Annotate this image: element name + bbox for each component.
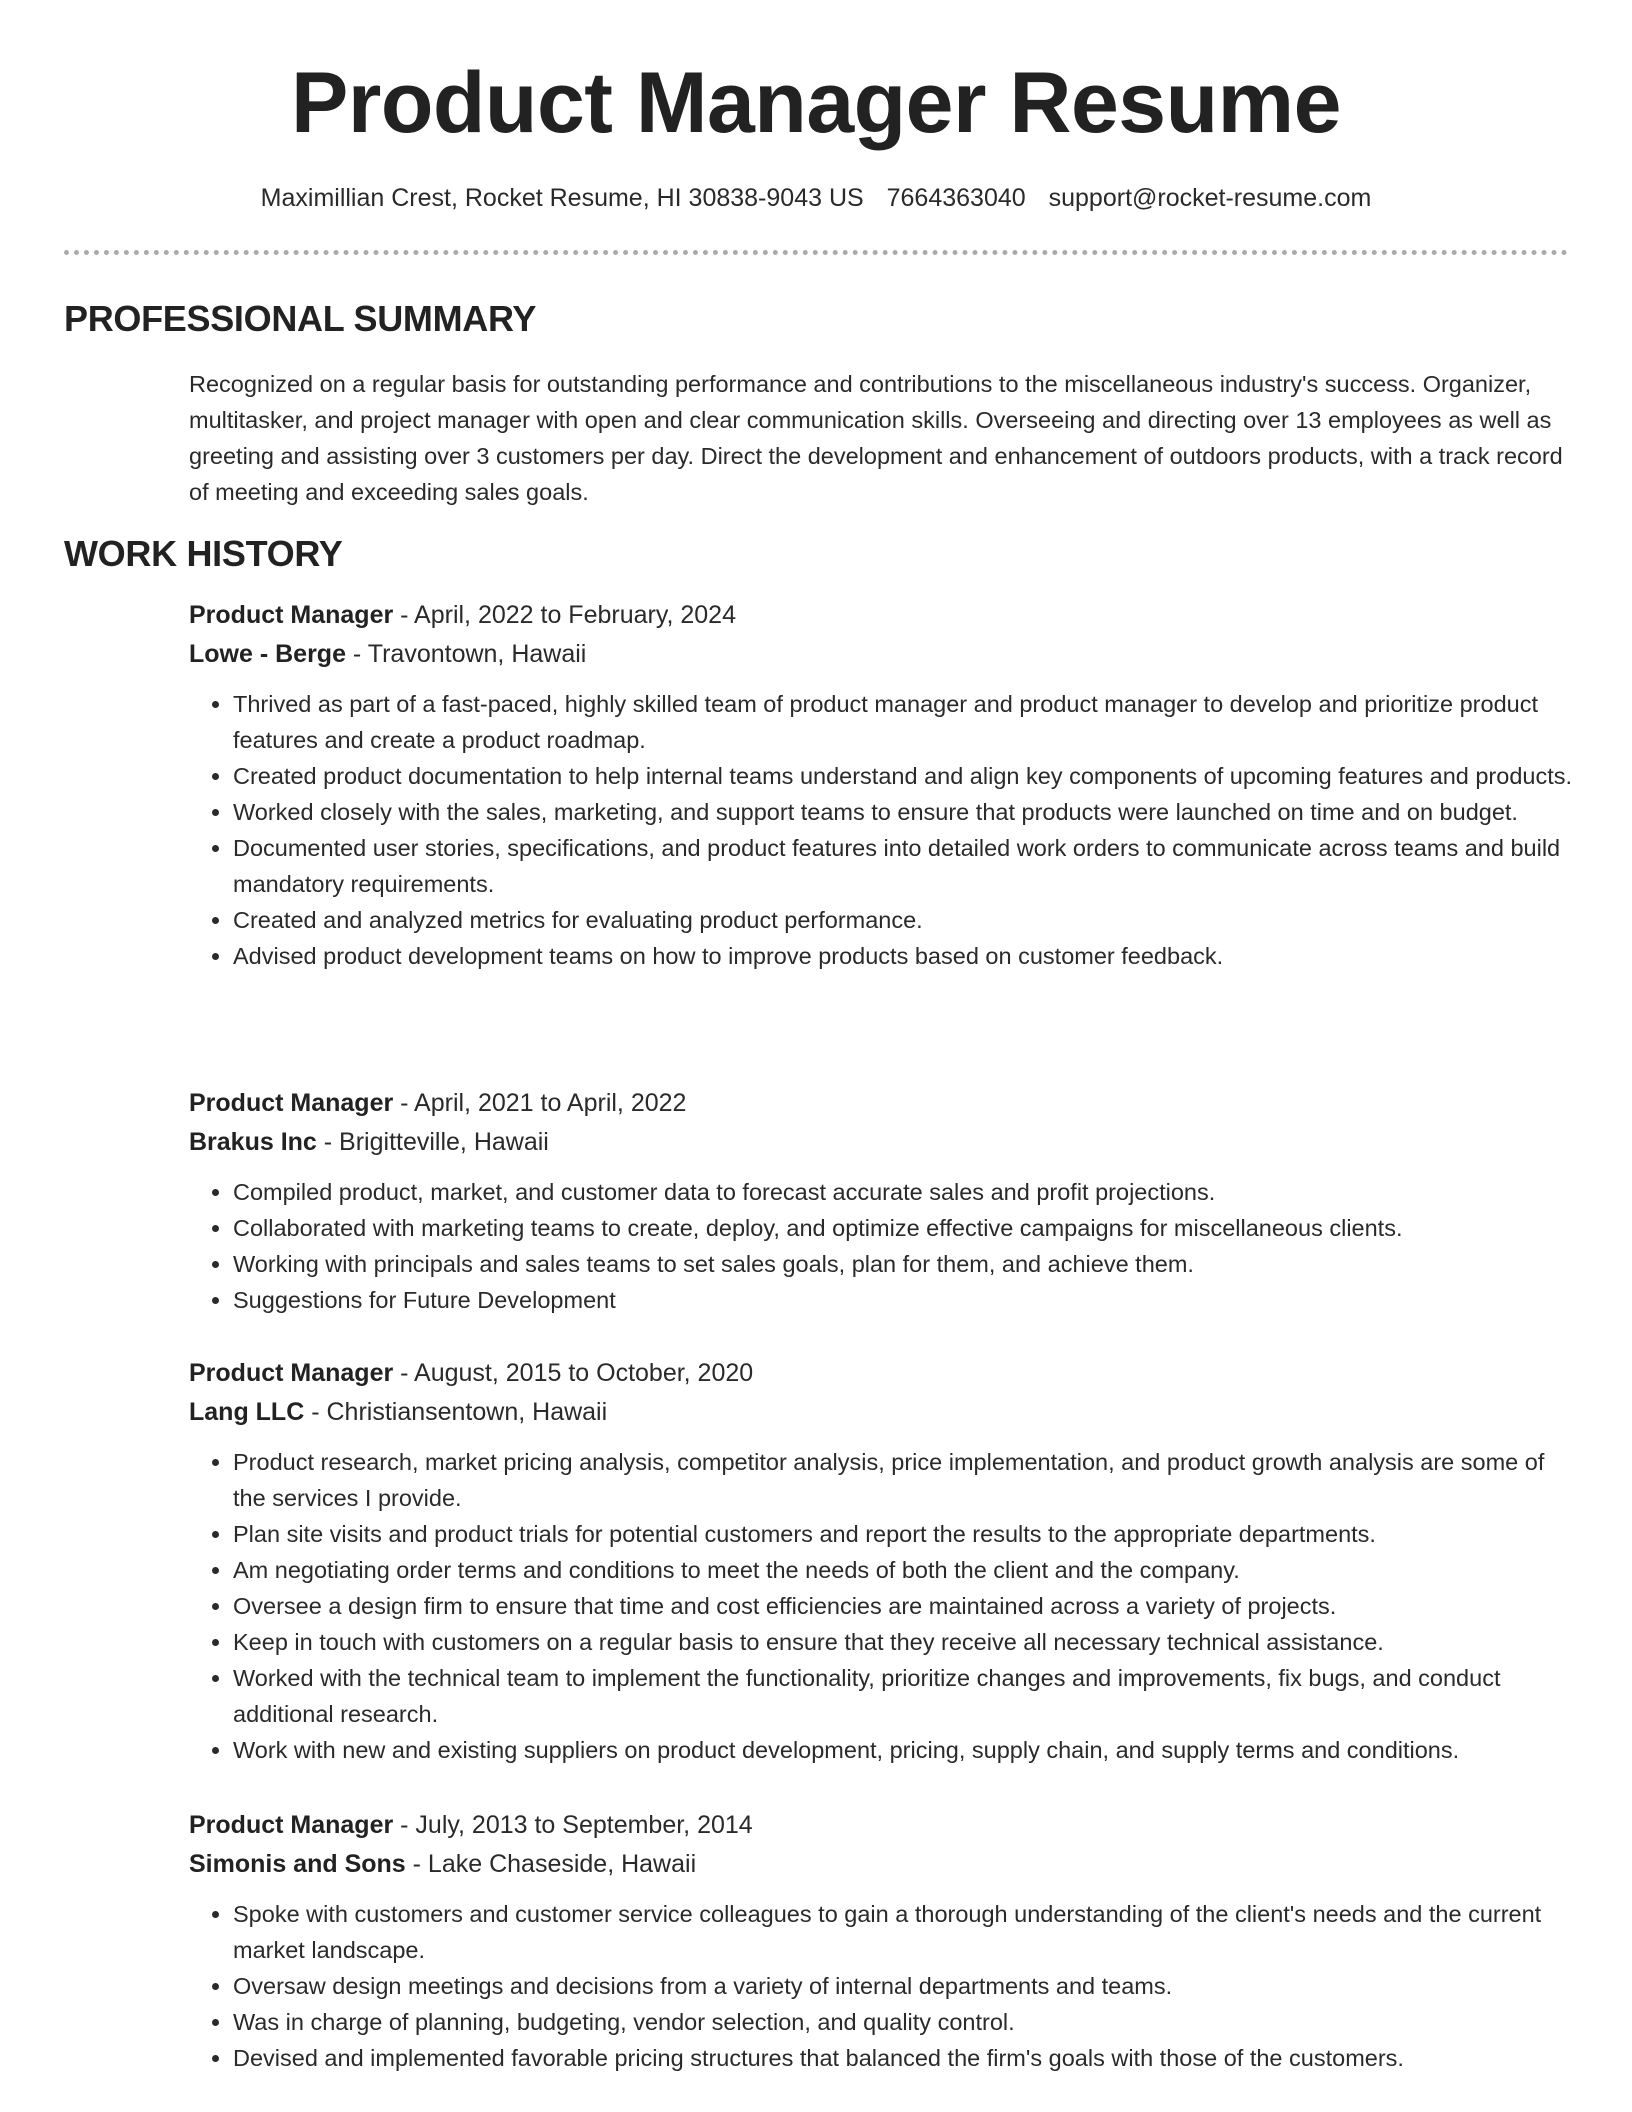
job-bullet: • Worked with the technical team to implement the functionality, prioritize changes and improvements, fix bugs, and conduct additional research.: [233, 1660, 1579, 1732]
contact-phone: 7664363040: [886, 184, 1026, 212]
job-title: Product Manager: [189, 601, 394, 629]
job-company-line: [189, 1123, 1579, 1162]
job-title: Product Manager: [189, 1811, 394, 1839]
job-bullets: [189, 686, 1579, 974]
job-entry: [189, 1354, 1579, 1768]
job-company: Lowe - Berge: [189, 640, 346, 668]
job-bullet: • Devised and implemented favorable pricing structures that balanced the firm's goals with those of the customers.: [233, 2040, 1579, 2076]
job-bullet: • Working with principals and sales teams to set sales goals, plan for them, and achieve them.: [233, 1246, 1579, 1282]
job-title-line: [189, 596, 1579, 635]
job-entry: [189, 1806, 1579, 2076]
job-bullet: • Spoke with customers and customer service colleagues to gain a thorough understanding of the client's needs and the current market landscape.: [233, 1896, 1579, 1968]
job-title: Product Manager: [189, 1089, 394, 1117]
job-company: Brakus Inc: [189, 1128, 317, 1156]
contact-address: Maximillian Crest, Rocket Resume, HI 30838-9043 US: [260, 184, 864, 212]
job-bullet: • Worked closely with the sales, marketing, and support teams to ensure that products were launched on time and on budget.: [233, 794, 1579, 830]
contact-line: [0, 180, 1632, 216]
job-bullet: • Was in charge of planning, budgeting, vendor selection, and quality control.: [233, 2004, 1579, 2040]
job-title-line: [189, 1084, 1579, 1123]
job-bullet: • Compiled product, market, and customer data to forecast accurate sales and profit projections.: [233, 1174, 1579, 1210]
job-dates: - August, 2015 to October, 2020: [393, 1359, 754, 1387]
job-bullets: [189, 1896, 1579, 2076]
summary-heading: PROFESSIONAL SUMMARY: [64, 298, 537, 339]
job-company-line: [189, 635, 1579, 674]
job-entry: [189, 596, 1579, 974]
job-location: - Christiansentown, Hawaii: [304, 1398, 608, 1426]
job-company: Simonis and Sons: [189, 1850, 406, 1878]
job-dates: - April, 2022 to February, 2024: [393, 601, 736, 629]
job-company: Lang LLC: [189, 1398, 305, 1426]
job-company-line: [189, 1845, 1579, 1884]
job-bullet: • Work with new and existing suppliers on product development, pricing, supply chain, and supply terms and conditions.: [233, 1732, 1579, 1768]
page-title: Product Manager Resume: [291, 55, 1341, 151]
job-location: - Lake Chaseside, Hawaii: [405, 1850, 697, 1878]
job-bullet: • Created product documentation to help internal teams understand and align key components of upcoming features and products.: [233, 758, 1579, 794]
summary-text: Recognized on a regular basis for outstanding performance and contributions to the miscellaneous industry's success. Organizer, multitasker, and project manager with open and clear communication skills. Overseeing and directing over 13 employees as well as greeting and assisting over 3 customers per day. Direct the development and enhancement of outdoors products, with a track record of meeting and exceeding sales goals.: [189, 371, 1563, 505]
job-bullet: • Advised product development teams on how to improve products based on customer feedback.: [233, 938, 1579, 974]
job-bullets: [189, 1444, 1579, 1768]
job-bullets: [189, 1174, 1579, 1318]
job-bullet: • Documented user stories, specifications, and product features into detailed work orders to communicate across teams and build mandatory requirements.: [233, 830, 1579, 902]
header-divider: [64, 250, 1568, 255]
job-dates: - July, 2013 to September, 2014: [393, 1811, 753, 1839]
job-company-line: [189, 1393, 1579, 1432]
job-bullet: • Created and analyzed metrics for evaluating product performance.: [233, 902, 1579, 938]
job-bullet: • Product research, market pricing analysis, competitor analysis, price implementation, and product growth analysis are some of the services I provide.: [233, 1444, 1579, 1516]
work-history-heading: WORK HISTORY: [64, 533, 343, 574]
job-bullet: • Collaborated with marketing teams to create, deploy, and optimize effective campaigns for miscellaneous clients.: [233, 1210, 1579, 1246]
job-bullet: • Thrived as part of a fast-paced, highly skilled team of product manager and product manager to develop and prioritize product features and create a product roadmap.: [233, 686, 1579, 758]
job-entry: [189, 1084, 1579, 1318]
job-title: Product Manager: [189, 1359, 394, 1387]
job-location: - Brigitteville, Hawaii: [316, 1128, 549, 1156]
job-bullet: • Oversaw design meetings and decisions from a variety of internal departments and teams.: [233, 1968, 1579, 2004]
contact-email: support@rocket-resume.com: [1048, 184, 1372, 212]
job-bullet: • Oversee a design firm to ensure that time and cost efficiencies are maintained across a variety of projects.: [233, 1588, 1579, 1624]
job-dates: - April, 2021 to April, 2022: [393, 1089, 687, 1117]
job-bullet: • Am negotiating order terms and conditions to meet the needs of both the client and the company.: [233, 1552, 1579, 1588]
job-title-line: [189, 1354, 1579, 1393]
job-bullet: • Plan site visits and product trials for potential customers and report the results to the appropriate departments.: [233, 1516, 1579, 1552]
job-location: - Travontown, Hawaii: [345, 640, 587, 668]
job-bullet: • Suggestions for Future Development: [233, 1282, 1579, 1318]
job-bullet: • Keep in touch with customers on a regular basis to ensure that they receive all necessary technical assistance.: [233, 1624, 1579, 1660]
job-title-line: [189, 1806, 1579, 1845]
